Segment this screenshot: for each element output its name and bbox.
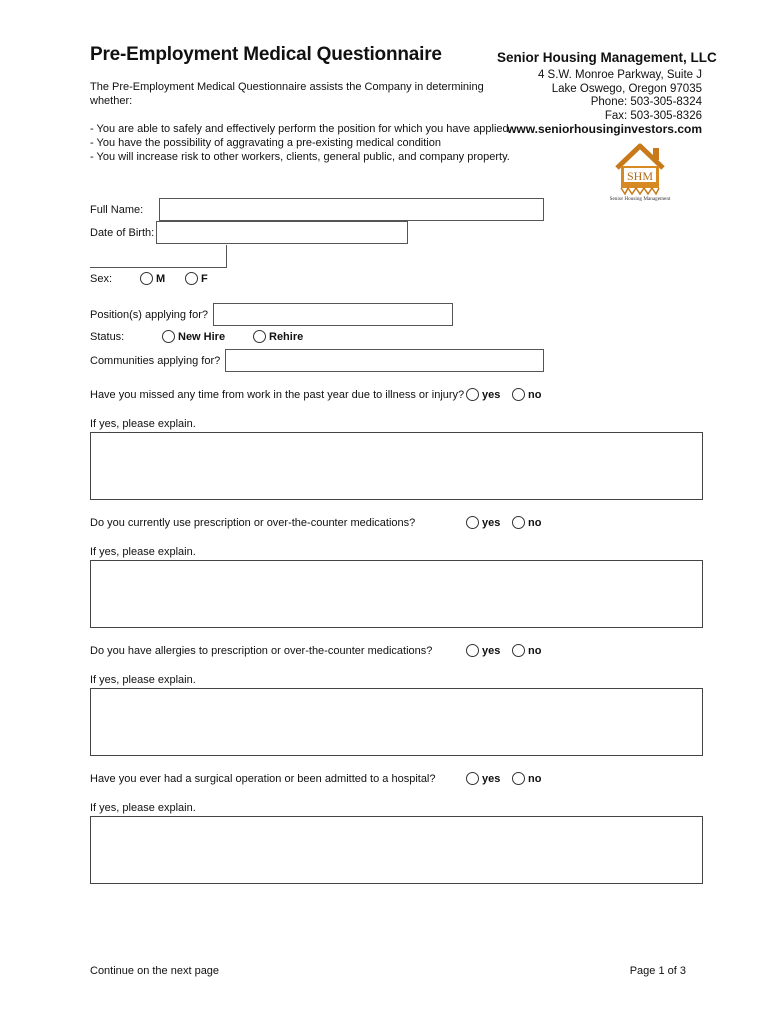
status-option-rehire[interactable]: Rehire bbox=[253, 330, 303, 343]
address-line: 4 S.W. Monroe Parkway, Suite J bbox=[537, 69, 702, 81]
radio-icon[interactable] bbox=[162, 330, 175, 343]
radio-icon[interactable] bbox=[185, 272, 198, 285]
page-number: Page 1 of 3 bbox=[629, 965, 686, 977]
phone-line: Phone: 503-305-8324 bbox=[590, 96, 702, 108]
logo-text: SHM bbox=[626, 169, 654, 183]
question-text: Do you currently use prescription or over-the-counter medications? bbox=[90, 517, 416, 529]
bullet-item: - You will increase risk to other workers, clients, general public, and company property. bbox=[90, 151, 510, 163]
page-title: Pre-Employment Medical Questionnaire bbox=[90, 44, 442, 65]
explain-textarea-1[interactable] bbox=[90, 432, 703, 500]
explain-textarea-2[interactable] bbox=[90, 560, 703, 628]
status-option-new-hire[interactable]: New Hire bbox=[162, 330, 225, 343]
radio-icon[interactable] bbox=[466, 772, 479, 785]
question-2-no[interactable]: no bbox=[512, 516, 541, 529]
bullet-item: - You have the possibility of aggravating a pre-existing medical condition bbox=[90, 137, 441, 149]
bullet-item: - You are able to safely and effectively perform the position for which you have applied bbox=[90, 123, 509, 135]
question-4-no[interactable]: no bbox=[512, 772, 541, 785]
full-name-label: Full Name: bbox=[90, 204, 144, 216]
radio-icon[interactable] bbox=[466, 388, 479, 401]
radio-icon[interactable] bbox=[466, 516, 479, 529]
question-text: Do you have allergies to prescription or over-the-counter medications? bbox=[90, 645, 433, 657]
full-name-field[interactable] bbox=[159, 198, 544, 221]
question-4-yes[interactable]: yes bbox=[466, 772, 500, 785]
dob-label: Date of Birth: bbox=[90, 227, 155, 239]
age-field[interactable] bbox=[90, 245, 227, 268]
radio-icon[interactable] bbox=[512, 388, 525, 401]
radio-icon[interactable] bbox=[253, 330, 266, 343]
question-text: Have you missed any time from work in the past year due to illness or injury? bbox=[90, 389, 465, 401]
continue-note: Continue on the next page bbox=[90, 965, 220, 977]
radio-icon[interactable] bbox=[466, 644, 479, 657]
radio-icon[interactable] bbox=[512, 516, 525, 529]
radio-icon[interactable] bbox=[512, 772, 525, 785]
question-1-yes[interactable]: yes bbox=[466, 388, 500, 401]
question-3-no[interactable]: no bbox=[512, 644, 541, 657]
explain-label: If yes, please explain. bbox=[90, 802, 196, 814]
sex-option-f[interactable]: F bbox=[185, 272, 208, 285]
question-1-no[interactable]: no bbox=[512, 388, 541, 401]
address-line: Lake Oswego, Oregon 97035 bbox=[551, 82, 702, 95]
radio-icon[interactable] bbox=[140, 272, 153, 285]
company-name: Senior Housing Management, LLC bbox=[497, 50, 717, 65]
intro-bullets bbox=[90, 122, 510, 164]
communities-field[interactable] bbox=[225, 349, 544, 372]
position-label: Position(s) applying for? bbox=[90, 309, 209, 321]
question-text: Have you ever had a surgical operation or been admitted to a hospital? bbox=[90, 773, 436, 785]
explain-label: If yes, please explain. bbox=[90, 674, 196, 686]
sex-option-m[interactable]: M bbox=[140, 272, 165, 285]
house-logo-icon bbox=[597, 140, 683, 202]
company-address bbox=[507, 69, 702, 137]
explain-label: If yes, please explain. bbox=[90, 418, 196, 430]
communities-label: Communities applying for? bbox=[90, 355, 221, 367]
radio-icon[interactable] bbox=[512, 644, 525, 657]
position-field[interactable] bbox=[213, 303, 453, 326]
website-link: www.seniorhousinginvestors.com bbox=[507, 122, 702, 136]
explain-label: If yes, please explain. bbox=[90, 546, 196, 558]
question-2-yes[interactable]: yes bbox=[466, 516, 500, 529]
dob-field[interactable] bbox=[156, 221, 408, 244]
fax-line: Fax: 503-305-8326 bbox=[604, 109, 702, 122]
question-3-yes[interactable]: yes bbox=[466, 644, 500, 657]
sex-label: Sex: bbox=[90, 273, 113, 285]
intro-text: The Pre-Employment Medical Questionnaire assists the Company in determining whether: bbox=[90, 81, 484, 107]
explain-textarea-4[interactable] bbox=[90, 816, 703, 884]
explain-textarea-3[interactable] bbox=[90, 688, 703, 756]
company-logo bbox=[597, 140, 683, 202]
logo-caption: Senior Housing Management bbox=[609, 196, 671, 202]
status-label: Status: bbox=[90, 331, 125, 343]
